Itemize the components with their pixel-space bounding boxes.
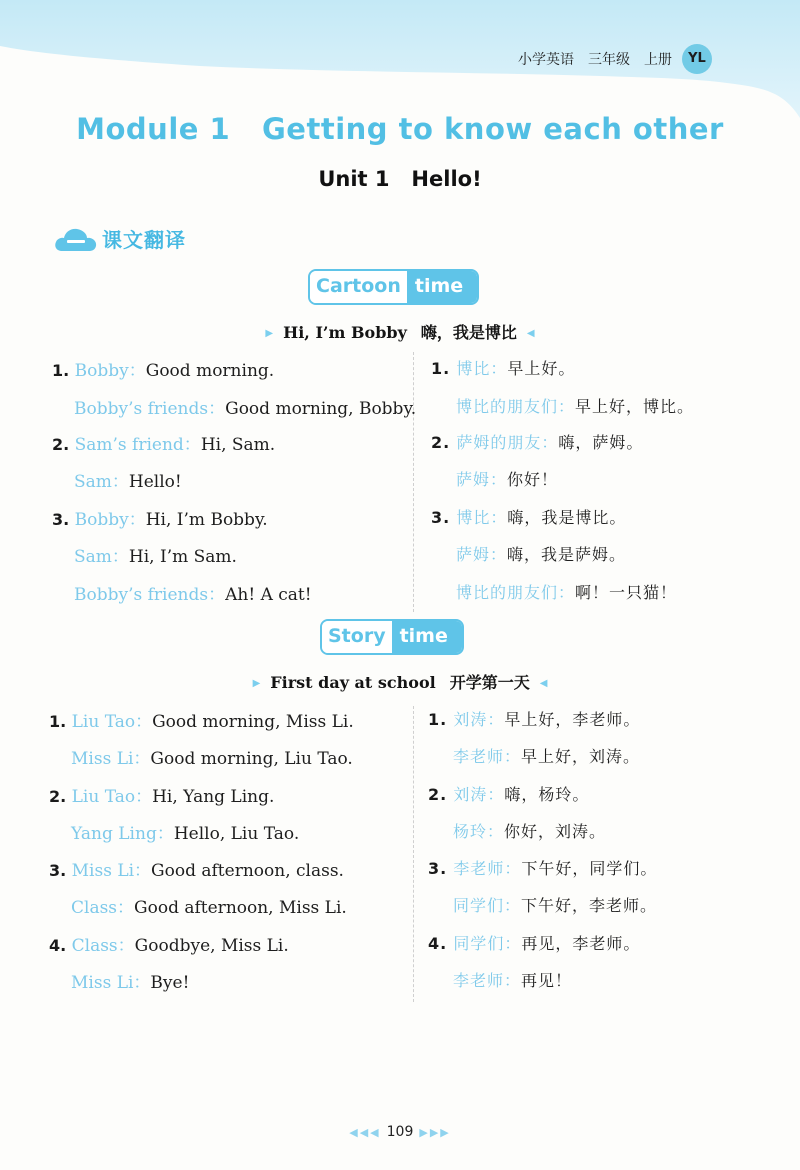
story-en-line bbox=[49, 707, 354, 732]
cartoon-en-line bbox=[74, 467, 182, 492]
story-en-line bbox=[71, 968, 189, 993]
dialogue-text: Hi, I’m Bobby. bbox=[145, 510, 268, 530]
speaker-name: Liu Tao： bbox=[71, 712, 153, 732]
line-number: 2. bbox=[428, 785, 448, 804]
section-label: 课文翻译 bbox=[102, 228, 186, 252]
dialogue-text: Hello! bbox=[128, 472, 182, 492]
speaker-name: 博比： bbox=[456, 508, 508, 527]
speaker-name: 同学们： bbox=[453, 896, 522, 915]
line-number: 3. bbox=[52, 510, 70, 529]
speaker-name: 刘涛： bbox=[453, 785, 505, 804]
cartoon-badge-time: time bbox=[407, 271, 477, 303]
dialogue-text: Bye! bbox=[150, 973, 190, 993]
speaker-name: 博比的朋友们： bbox=[456, 583, 576, 602]
dialogue-text: Good morning. bbox=[145, 361, 275, 381]
line-number: 1. bbox=[431, 359, 451, 378]
unit-title: Unit 1 Hello! bbox=[318, 167, 482, 191]
dialogue-text: 再见！ bbox=[521, 971, 573, 990]
cartoon-zh-line bbox=[456, 542, 626, 565]
dialogue-text: 你好！ bbox=[507, 470, 559, 489]
line-number: 2. bbox=[49, 787, 67, 806]
dialogue-text: Hello, Liu Tao. bbox=[173, 824, 300, 844]
line-number: 4. bbox=[428, 934, 448, 953]
cartoon-title-zh: 嗨，我是博比 bbox=[420, 323, 517, 342]
dialogue-text: 早上好，李老师。 bbox=[504, 710, 641, 729]
right-triangle-icon: ▶ bbox=[265, 328, 274, 339]
speaker-name: 杨玲： bbox=[453, 822, 505, 841]
dialogue-text: Good afternoon, class. bbox=[151, 861, 344, 881]
story-badge-word: Story bbox=[322, 621, 392, 653]
speaker-name: 萨姆： bbox=[456, 545, 508, 564]
speaker-name: 博比： bbox=[456, 359, 508, 378]
line-number: 2. bbox=[52, 435, 70, 454]
cartoon-zh-line bbox=[456, 394, 694, 417]
header-tag bbox=[518, 44, 726, 74]
line-number: 3. bbox=[428, 859, 448, 878]
left-triangle-icon: ◀ bbox=[526, 328, 535, 339]
line-number: 4. bbox=[49, 936, 67, 955]
cartoon-subtitle bbox=[0, 320, 800, 343]
speaker-name: 李老师： bbox=[453, 747, 522, 766]
dialogue-text: 嗨，杨玲。 bbox=[504, 785, 590, 804]
cartoon-zh-line bbox=[456, 467, 558, 490]
speaker-name: Sam： bbox=[74, 547, 129, 567]
speaker-name: Liu Tao： bbox=[71, 787, 153, 807]
dialogue-text: 下午好，同学们。 bbox=[521, 859, 658, 878]
line-number: 2. bbox=[431, 433, 451, 452]
module-title: Module 1 Getting to know each other bbox=[76, 112, 724, 146]
line-number: 1. bbox=[52, 361, 70, 380]
story-en-line bbox=[71, 744, 353, 769]
speaker-name: 李老师： bbox=[453, 971, 522, 990]
dialogue-text: Ah! A cat! bbox=[225, 585, 312, 605]
story-zh-line bbox=[428, 856, 657, 879]
column-divider bbox=[413, 352, 414, 612]
right-triangle-icon: ▶ bbox=[252, 678, 261, 689]
story-en-line bbox=[49, 931, 289, 956]
story-zh-line bbox=[453, 819, 606, 842]
dialogue-text: Hi, Sam. bbox=[200, 435, 276, 455]
story-zh-line bbox=[428, 782, 589, 805]
dialogue-text: 再见，李老师。 bbox=[521, 934, 641, 953]
speaker-name: Bobby’s friends： bbox=[74, 585, 226, 605]
dialogue-text: 嗨，我是博比。 bbox=[507, 508, 627, 527]
volume-label: 上册 bbox=[644, 52, 672, 68]
speaker-name: Class： bbox=[71, 898, 135, 918]
story-zh-line bbox=[453, 893, 657, 916]
dialogue-text: Good afternoon, Miss Li. bbox=[134, 898, 347, 918]
section-heading bbox=[54, 224, 186, 253]
story-en-line bbox=[71, 893, 347, 918]
cartoon-title-en: Hi, I’m Bobby bbox=[283, 323, 407, 342]
cloud-icon bbox=[54, 225, 98, 253]
speaker-name: Bobby： bbox=[74, 510, 146, 530]
story-zh-line bbox=[428, 931, 640, 954]
dialogue-text: 早上好，刘涛。 bbox=[521, 747, 641, 766]
speaker-name: Class： bbox=[71, 936, 135, 956]
column-divider bbox=[413, 706, 414, 1002]
cartoon-zh-line bbox=[431, 356, 575, 379]
cartoon-en-line bbox=[74, 580, 312, 605]
line-number: 1. bbox=[49, 712, 67, 731]
left-arrows-icon: ◀◀◀ bbox=[349, 1126, 381, 1139]
story-title-zh: 开学第一天 bbox=[449, 673, 530, 692]
dialogue-text: 嗨，我是萨姆。 bbox=[507, 545, 627, 564]
story-en-line bbox=[49, 856, 344, 881]
dialogue-text: 你好，刘涛。 bbox=[504, 822, 607, 841]
dialogue-text: 啊！一只猫！ bbox=[575, 583, 678, 602]
speaker-name: 李老师： bbox=[453, 859, 522, 878]
speaker-name: Bobby： bbox=[74, 361, 146, 381]
story-zh-line bbox=[428, 707, 640, 730]
dialogue-text: 嗨，萨姆。 bbox=[558, 433, 644, 452]
story-badge-time: time bbox=[392, 621, 462, 653]
story-time-badge bbox=[320, 619, 464, 655]
speaker-name: 同学们： bbox=[453, 934, 522, 953]
speaker-name: Miss Li： bbox=[71, 749, 151, 769]
story-en-line bbox=[71, 819, 299, 844]
dialogue-text: Good morning, Liu Tao. bbox=[150, 749, 353, 769]
cartoon-zh-line bbox=[431, 430, 643, 453]
speaker-name: Sam’s friend： bbox=[74, 435, 201, 455]
story-subtitle bbox=[0, 670, 800, 693]
speaker-name: Miss Li： bbox=[71, 973, 151, 993]
cartoon-en-line bbox=[52, 356, 274, 381]
dialogue-text: Good morning, Bobby. bbox=[225, 399, 417, 419]
line-number: 3. bbox=[49, 861, 67, 880]
speaker-name: Miss Li： bbox=[71, 861, 152, 881]
dialogue-text: 下午好，李老师。 bbox=[521, 896, 658, 915]
cartoon-badge-word: Cartoon bbox=[310, 271, 407, 303]
line-number: 1. bbox=[428, 710, 448, 729]
cartoon-zh-line bbox=[431, 505, 626, 528]
dialogue-text: Hi, I’m Sam. bbox=[128, 547, 237, 567]
speaker-name: 博比的朋友们： bbox=[456, 397, 576, 416]
dialogue-text: 早上好，博比。 bbox=[575, 397, 695, 416]
cartoon-en-line bbox=[52, 505, 268, 530]
dialogue-text: Good morning, Miss Li. bbox=[152, 712, 354, 732]
left-triangle-icon: ◀ bbox=[539, 678, 548, 689]
cartoon-en-line bbox=[74, 394, 416, 419]
grade-label: 三年级 bbox=[588, 52, 630, 68]
story-en-line bbox=[49, 782, 274, 807]
right-arrows-icon: ▶▶▶ bbox=[419, 1126, 451, 1139]
cartoon-time-badge bbox=[308, 269, 479, 305]
cartoon-en-line bbox=[74, 542, 237, 567]
dialogue-text: 早上好。 bbox=[507, 359, 576, 378]
story-title-en: First day at school bbox=[270, 673, 436, 692]
publisher-badge: YL bbox=[682, 44, 712, 74]
line-number: 3. bbox=[431, 508, 451, 527]
page-footer bbox=[0, 1124, 800, 1140]
speaker-name: 萨姆的朋友： bbox=[456, 433, 559, 452]
cartoon-zh-line bbox=[456, 580, 677, 603]
subject-label: 小学英语 bbox=[518, 52, 574, 68]
speaker-name: 萨姆： bbox=[456, 470, 508, 489]
dialogue-text: Hi, Yang Ling. bbox=[152, 787, 275, 807]
speaker-name: 刘涛： bbox=[453, 710, 505, 729]
story-zh-line bbox=[453, 744, 640, 767]
speaker-name: Yang Ling： bbox=[71, 824, 174, 844]
story-zh-line bbox=[453, 968, 572, 991]
speaker-name: Bobby’s friends： bbox=[74, 399, 226, 419]
page-number: 109 bbox=[386, 1124, 414, 1140]
cartoon-en-line bbox=[52, 430, 275, 455]
dialogue-text: Goodbye, Miss Li. bbox=[134, 936, 289, 956]
speaker-name: Sam： bbox=[74, 472, 129, 492]
